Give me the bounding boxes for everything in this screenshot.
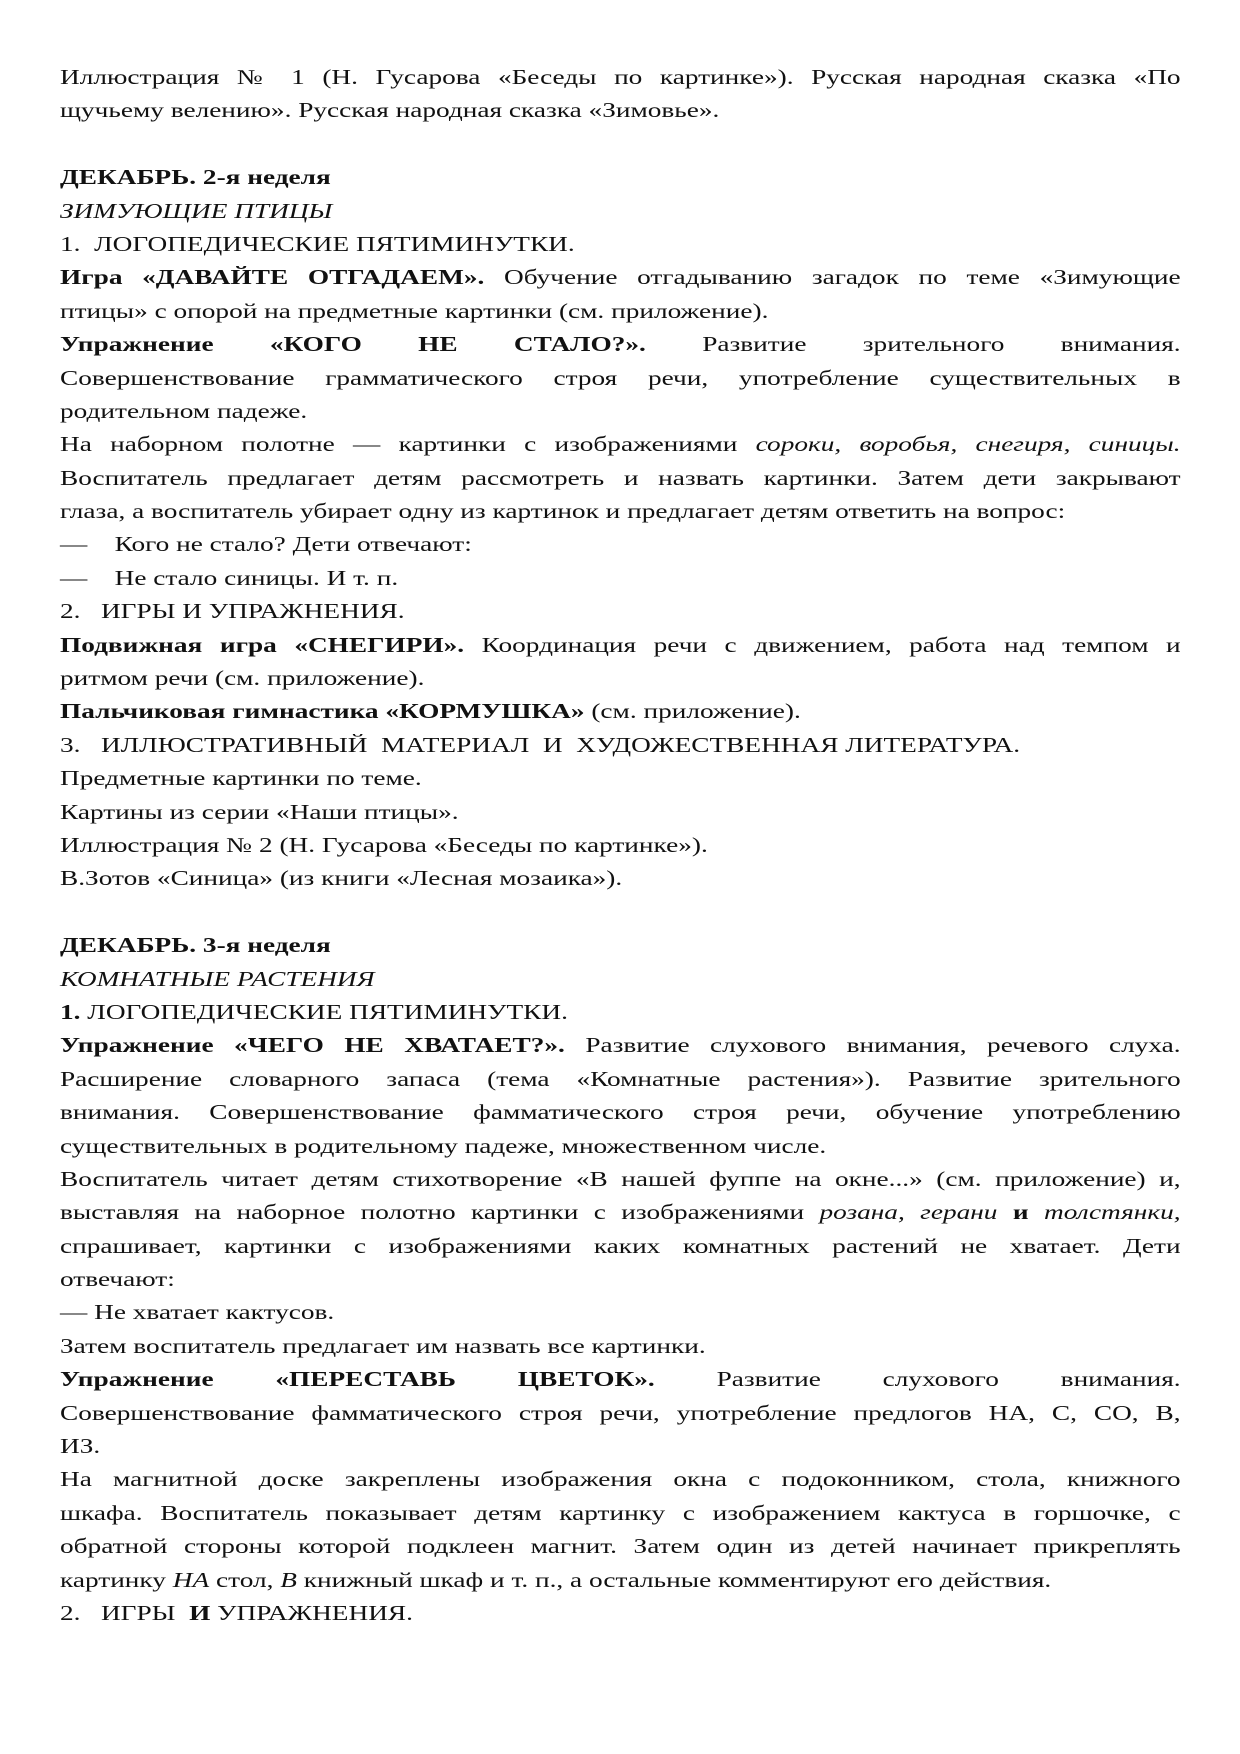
text-line — [60, 395, 1181, 428]
text-line — [60, 362, 1181, 395]
text-run: Воспитатель предлагает детям рассмотреть и назвать картинки. Затем дети закрывают — [60, 465, 1181, 490]
text-line — [60, 1063, 1181, 1096]
text-line — [60, 1029, 1181, 1062]
text-line — [60, 1564, 1181, 1597]
text-run: ИЗ. — [60, 1434, 101, 1459]
text-run: 2. ИГРЫ — [60, 1600, 190, 1625]
text-line — [60, 1196, 1181, 1229]
text-run: выставляя на наборное полотно картинки с изображениями — [60, 1200, 820, 1225]
text-line — [60, 562, 1181, 595]
text-run: Расширение словарного запаса (тема «Комнатные растения»). Развитие зрительного — [60, 1066, 1181, 1091]
blank-line — [60, 128, 1181, 161]
text-line — [60, 1230, 1181, 1263]
text-run: Развитие слухового внимания. — [654, 1367, 1181, 1392]
text-run: — Не стало синицы. И т. п. — [60, 565, 399, 590]
text-line — [60, 996, 1181, 1029]
text-line — [60, 161, 1181, 194]
text-run: обратной стороны которой подклеен магнит. Затем один из детей начинает прикреплять — [60, 1534, 1181, 1559]
bold-text: Упражнение «ЧЕГО НЕ ХВАТАЕТ?». — [60, 1033, 565, 1058]
text-run: Координация речи с движением, работа над темпом и — [464, 632, 1181, 657]
text-line — [60, 61, 1181, 94]
text-run: существительных в родительному падеже, множественном числе. — [60, 1133, 827, 1158]
text-line — [60, 94, 1181, 127]
text-line — [60, 762, 1181, 795]
text-run: Картины из серии «Наши птицы». — [60, 799, 459, 824]
bold-text: ДЕКАБРЬ. 2-я неделя — [60, 165, 331, 190]
text-line — [60, 1597, 1181, 1630]
blank-line — [60, 896, 1181, 929]
text-line — [60, 796, 1181, 829]
text-line — [60, 528, 1181, 561]
bold-text: И — [189, 1600, 211, 1625]
text-run: В.Зотов «Синица» (из книги «Лесная мозаика»). — [60, 866, 623, 891]
bold-text: ДЕКАБРЬ. 3-я неделя — [60, 933, 331, 958]
text-line — [60, 1430, 1181, 1463]
italic-text: розана, герани — [819, 1200, 998, 1225]
text-line — [60, 729, 1181, 762]
italic-text: В — [280, 1567, 297, 1592]
text-line — [60, 595, 1181, 628]
text-run: ритмом речи (см. приложение). — [60, 666, 425, 691]
text-line — [60, 462, 1181, 495]
text-run: На магнитной доске закреплены изображения окна с подоконником, стола, книжного — [60, 1467, 1181, 1492]
text-run: 3. ИЛЛЮСТРАТИВНЫЙ МАТЕРИАЛ И ХУДОЖЕСТВЕННАЯ ЛИТЕРАТУРА. — [60, 732, 1021, 757]
text-run: — Кого не стало? Дети отвечают: — [60, 532, 472, 557]
text-run: Обучение отгадыванию загадок по теме «Зимующие — [484, 265, 1181, 290]
italic-text: ЗИМУЮЩИЕ ПТИЦЫ — [60, 198, 333, 223]
italic-text: сороки, воробья, снегиря, синицы. — [755, 432, 1181, 457]
text-run: УПРАЖНЕНИЯ. — [210, 1600, 413, 1625]
text-line — [60, 1330, 1181, 1363]
text-line — [60, 662, 1181, 695]
text-run: глаза, а воспитатель убирает одну из картинок и предлагает детям ответить на вопрос: — [60, 499, 1066, 524]
bold-text: Пальчиковая гимнастика «КОРМУШКА» — [60, 699, 585, 724]
text-line — [60, 862, 1181, 895]
text-line — [60, 228, 1181, 261]
text-line — [60, 428, 1181, 461]
text-line — [60, 1130, 1181, 1163]
text-line — [60, 1296, 1181, 1329]
text-line — [60, 495, 1181, 528]
text-line — [60, 1497, 1181, 1530]
text-line — [60, 695, 1181, 728]
bold-text: Упражнение «КОГО НЕ СТАЛО?». — [60, 332, 646, 357]
bold-text: 1. — [60, 999, 81, 1024]
text-line — [60, 929, 1181, 962]
text-run: (см. приложение). — [584, 699, 801, 724]
italic-text: КОМНАТНЫЕ РАСТЕНИЯ — [60, 966, 375, 991]
bold-text: Игра «ДАВАЙТЕ ОТГАДАЕМ». — [60, 265, 485, 290]
text-line — [60, 195, 1181, 228]
text-run: Совершенствование грамматического строя речи, употребление существительных в — [60, 365, 1181, 390]
text-run: Предметные картинки по теме. — [60, 766, 422, 791]
text-run: 1. ЛОГОПЕДИЧЕСКИЕ ПЯТИМИНУТКИ. — [60, 231, 575, 256]
text-line — [60, 261, 1181, 294]
document-page — [60, 61, 1181, 1630]
text-line — [60, 1397, 1181, 1430]
text-line — [60, 1363, 1181, 1396]
text-line — [60, 1530, 1181, 1563]
italic-text: НА — [172, 1567, 210, 1592]
text-run: стол, — [209, 1567, 281, 1592]
text-run: Иллюстрация № 1 (Н. Гусарова «Беседы по картинке»). Русская народная сказка «По — [60, 65, 1181, 89]
text-run: ЛОГОПЕДИЧЕСКИЕ ПЯТИМИНУТКИ. — [80, 999, 568, 1024]
text-run: Развитие зрительного внимания. — [645, 332, 1181, 357]
text-line — [60, 963, 1181, 996]
text-run: Совершенствование фамматического строя речи, употребление предлогов НА, С, СО, В, — [60, 1400, 1181, 1425]
italic-text: толстянки, — [1044, 1200, 1181, 1225]
text-run: На наборном полотне — картинки с изображениями — [60, 432, 756, 457]
text-run: внимания. Совершенствование фамматического строя речи, обучение употреблению — [60, 1100, 1181, 1125]
text-run: родительном падеже. — [60, 398, 308, 423]
text-run: 2. ИГРЫ И УПРАЖНЕНИЯ. — [60, 599, 405, 624]
text-line — [60, 829, 1181, 862]
text-run: отвечают: — [60, 1267, 175, 1292]
text-line — [60, 328, 1181, 361]
text-run — [997, 1200, 1012, 1224]
text-run: Воспитатель читает детям стихотворение «В нашей фуппе на окне...» (см. приложение) и, — [60, 1166, 1181, 1191]
text-run: щучьему велению». Русская народная сказка «Зимовье». — [60, 98, 720, 123]
text-run: Иллюстрация № 2 (Н. Гусарова «Беседы по картинке»). — [60, 832, 708, 857]
text-line — [60, 1263, 1181, 1296]
text-run: картинку — [60, 1567, 173, 1592]
text-line — [60, 1163, 1181, 1196]
bold-text: и — [1012, 1200, 1029, 1225]
text-line — [60, 295, 1181, 328]
text-run: птицы» с опорой на предметные картинки (см. приложение). — [60, 298, 769, 323]
text-line — [60, 1463, 1181, 1496]
bold-text: Упражнение «ПЕРЕСТАВЬ ЦВЕТОК». — [60, 1367, 655, 1392]
text-run: шкафа. Воспитатель показывает детям картинку с изображением кактуса в горшочке, с — [60, 1500, 1181, 1525]
text-line — [60, 1096, 1181, 1129]
text-run: книжный шкаф и т. п., а остальные комментируют его действия. — [296, 1567, 1052, 1592]
text-run: Затем воспитатель предлагает им назвать все картинки. — [60, 1333, 706, 1358]
bold-text: Подвижная игра «СНЕГИРИ». — [60, 632, 465, 657]
text-run: — Не хватает кактусов. — [60, 1300, 335, 1325]
text-run — [1029, 1200, 1044, 1224]
text-run: спрашивает, картинки с изображениями каких комнатных растений не хватает. Дети — [60, 1233, 1181, 1258]
text-line — [60, 629, 1181, 662]
text-run: Развитие слухового внимания, речевого слуха. — [564, 1033, 1181, 1058]
